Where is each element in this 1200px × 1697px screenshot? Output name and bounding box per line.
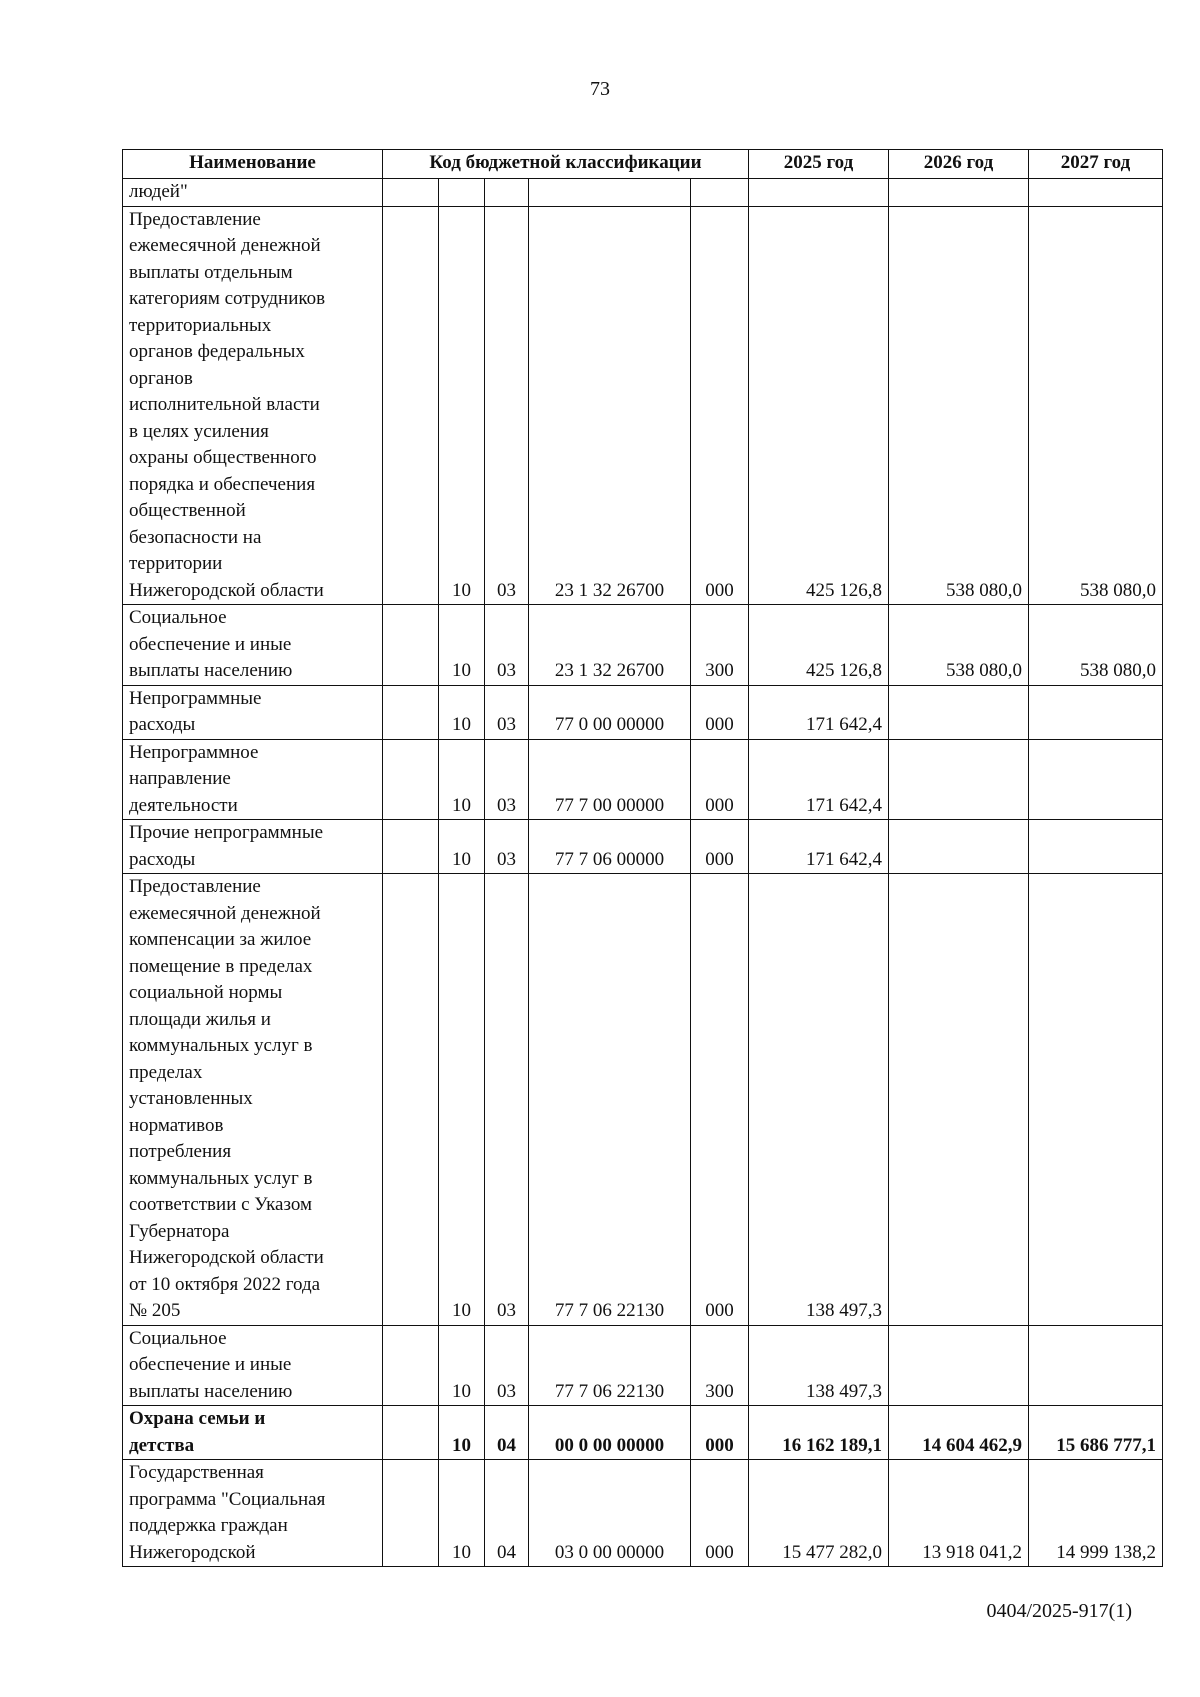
table-row [123,605,1163,686]
cell-v2027 [1029,874,1163,1326]
cell-c2: 03 [485,874,529,1326]
cell-v2027 [1029,739,1163,820]
cell-name: Государственная программа "Социальная поддержка граждан Нижегородской [123,1460,383,1567]
cell-v2026 [889,179,1029,207]
cell-c1: 10 [439,874,485,1326]
cell-v2027: 15 686 777,1 [1029,1406,1163,1460]
cell-v2025: 171 642,4 [749,820,889,874]
cell-v2026 [889,820,1029,874]
cell-v2027: 538 080,0 [1029,206,1163,605]
cell-c0 [383,820,439,874]
cell-v2027 [1029,179,1163,207]
page-number: 73 [590,78,610,100]
cell-c4: 300 [691,1325,749,1406]
cell-c1 [439,179,485,207]
cell-c1: 10 [439,820,485,874]
cell-v2027: 538 080,0 [1029,605,1163,686]
cell-c1: 10 [439,1325,485,1406]
document-id: 0404/2025-917(1) [986,1600,1132,1622]
cell-name: людей" [123,179,383,207]
cell-c0 [383,206,439,605]
cell-v2026 [889,685,1029,739]
cell-name: Прочие непрограммные расходы [123,820,383,874]
cell-c3 [529,179,691,207]
cell-c0 [383,179,439,207]
header-2026: 2026 год [889,150,1029,179]
cell-name: Охрана семьи и детства [123,1406,383,1460]
cell-v2026 [889,874,1029,1326]
cell-c0 [383,739,439,820]
cell-v2026 [889,739,1029,820]
cell-c3: 23 1 32 26700 [529,206,691,605]
header-2025: 2025 год [749,150,889,179]
cell-c3: 77 7 00 00000 [529,739,691,820]
cell-name: Предоставление ежемесячной денежной выплаты отдельным категориям сотрудников территориальных органов федеральных органов исполнительной власти в целях усиления охраны общественного порядка и обеспечения общественной безопасности на территории Нижегородской области [123,206,383,605]
cell-c1: 10 [439,1406,485,1460]
cell-v2025: 138 497,3 [749,874,889,1326]
cell-c3: 77 7 06 00000 [529,820,691,874]
cell-c2: 03 [485,605,529,686]
cell-c1: 10 [439,1460,485,1567]
cell-v2027: 14 999 138,2 [1029,1460,1163,1567]
cell-v2025: 425 126,8 [749,206,889,605]
cell-c3: 00 0 00 00000 [529,1406,691,1460]
cell-c2: 03 [485,206,529,605]
cell-name: Социальное обеспечение и иные выплаты населению [123,605,383,686]
cell-v2027 [1029,1325,1163,1406]
cell-v2026: 14 604 462,9 [889,1406,1029,1460]
cell-c4: 000 [691,874,749,1326]
table-row [123,206,1163,605]
cell-c2: 03 [485,739,529,820]
table-row [123,820,1163,874]
cell-c0 [383,1460,439,1567]
cell-v2027 [1029,820,1163,874]
table-row [123,1406,1163,1460]
cell-c4: 300 [691,605,749,686]
cell-c4: 000 [691,739,749,820]
cell-v2025: 171 642,4 [749,685,889,739]
cell-name: Непрограммное направление деятельности [123,739,383,820]
cell-c3: 77 7 06 22130 [529,1325,691,1406]
cell-c0 [383,874,439,1326]
cell-c2: 03 [485,1325,529,1406]
budget-table [122,149,1163,1567]
table-row [123,739,1163,820]
table-header-row [123,150,1163,179]
cell-v2025: 171 642,4 [749,739,889,820]
header-name: Наименование [123,150,383,179]
cell-c0 [383,685,439,739]
cell-c3: 77 0 00 00000 [529,685,691,739]
cell-c2: 03 [485,685,529,739]
table-row [123,1325,1163,1406]
cell-c4: 000 [691,820,749,874]
cell-c1: 10 [439,206,485,605]
cell-c1: 10 [439,685,485,739]
cell-v2026: 538 080,0 [889,206,1029,605]
cell-c2: 04 [485,1460,529,1567]
cell-v2026: 13 918 041,2 [889,1460,1029,1567]
cell-c4: 000 [691,206,749,605]
cell-v2025 [749,179,889,207]
table-row [123,685,1163,739]
cell-v2026 [889,1325,1029,1406]
cell-c2 [485,179,529,207]
cell-c1: 10 [439,605,485,686]
header-2027: 2027 год [1029,150,1163,179]
header-code: Код бюджетной классификации [383,150,749,179]
cell-v2027 [1029,685,1163,739]
cell-v2026: 538 080,0 [889,605,1029,686]
cell-c0 [383,1325,439,1406]
cell-v2025: 425 126,8 [749,605,889,686]
cell-c0 [383,605,439,686]
cell-c0 [383,1406,439,1460]
cell-c3: 77 7 06 22130 [529,874,691,1326]
cell-c3: 03 0 00 00000 [529,1460,691,1567]
cell-v2025: 16 162 189,1 [749,1406,889,1460]
cell-c4 [691,179,749,207]
cell-c4: 000 [691,685,749,739]
cell-c4: 000 [691,1406,749,1460]
cell-name: Предоставление ежемесячной денежной компенсации за жилое помещение в пределах социальной нормы площади жилья и коммунальных услуг в пределах установленных нормативов потребления коммунальных услуг в соответствии с Указом Губернатора Нижегородской области от 10 октября 2022 года № 205 [123,874,383,1326]
cell-c4: 000 [691,1460,749,1567]
cell-v2025: 15 477 282,0 [749,1460,889,1567]
cell-v2025: 138 497,3 [749,1325,889,1406]
cell-c3: 23 1 32 26700 [529,605,691,686]
table-row [123,179,1163,207]
cell-c1: 10 [439,739,485,820]
table-row [123,874,1163,1326]
cell-c2: 04 [485,1406,529,1460]
cell-name: Социальное обеспечение и иные выплаты населению [123,1325,383,1406]
cell-c2: 03 [485,820,529,874]
table-row [123,1460,1163,1567]
cell-name: Непрограммные расходы [123,685,383,739]
